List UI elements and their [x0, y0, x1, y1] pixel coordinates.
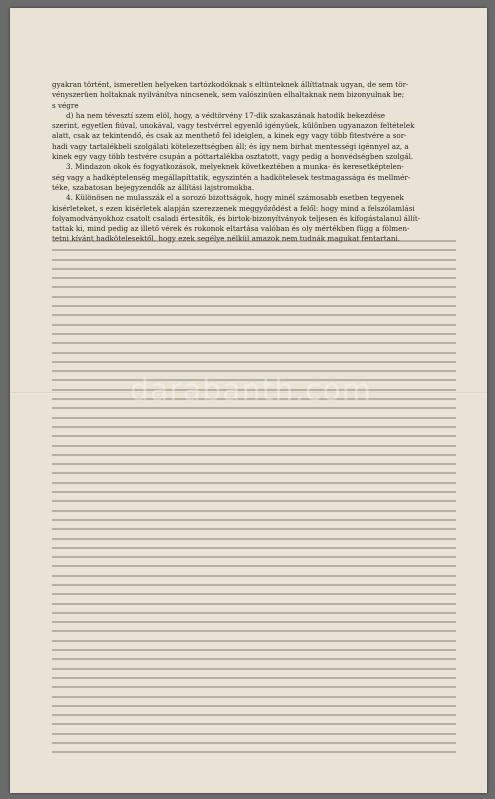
text-line: alatt, csak az tekintendő, és csak az menthető fel ideiglen, a kinek egy vagy több fitestvére a sor- [52, 131, 407, 141]
watermark-text: darabanth.com [130, 373, 372, 408]
text-line: 4. Különösen ne mulasszák el a sorozó bizottságok, hogy minél számosabb esetben tegyenek [66, 193, 404, 203]
text-line: téke, szabatosan bejegyzendők az állítási lajstromokba. [52, 182, 255, 192]
text-line: ség vagy a hadképtelenség megállapíttatik, egyszintén a hadkötelesek testmagassága és mellmér- [52, 172, 411, 182]
text-line: hadi vagy tartalékbeli szolgálati kötelezettségben áll; és így nem birhat mentességi igénnyel az, a [52, 141, 409, 151]
document-body [52, 80, 456, 245]
unreadable-text-block [52, 240, 456, 761]
text-line: tattak ki, mind pedig az illető vérek és rokonok eltartása valóban és oly mértékben függ a fölmen- [52, 224, 410, 234]
text-line: 3. Mindazon okok és fogyatkozások, melyeknek következtében a munka- és keresetképtelen- [66, 162, 404, 172]
text-line: folyamodványokhoz csatolt csaladi értesítők, és birtok-bizonyítványok teljesen és kifogástalanul állít- [52, 213, 421, 223]
text-line: s végre [52, 100, 79, 110]
document-page [10, 8, 487, 793]
text-line: d) ha nem tévesztí szem elöl, hogy, a védtörvény 17-dik szakaszának hatodik bekezdése [66, 110, 386, 120]
text-line: tetni kívánt hadkötelesektől, hogy ezek segélye nélkül amazok nem tudnák magukat fentartani. [52, 234, 401, 244]
text-line: vényszerüen holtaknak nyilvánítva nincsenek, sem valószinüen elhaltaknak nem bizonyulnak be; [52, 90, 405, 100]
text-line: szerint, egyetlen fiúval, unokával, vagy testvérrel egyenlő igényüek, különben ugyanazon feltételek [52, 121, 415, 131]
text-line: gyakran történt, ismeretlen helyeken tartózkodóknak s eltünteknek állíttatnak ugyan, de sem tör- [52, 80, 409, 89]
text-line: kisérleteket, s ezen kisérletek alapján szerezzenek meggyőződést a felől: hogy mind a felszólamlási [52, 203, 415, 213]
text-line: kinek egy vagy több testvére csupán a póttartalékba osztatott, vagy pedig a honvédségben szolgál. [52, 152, 414, 162]
